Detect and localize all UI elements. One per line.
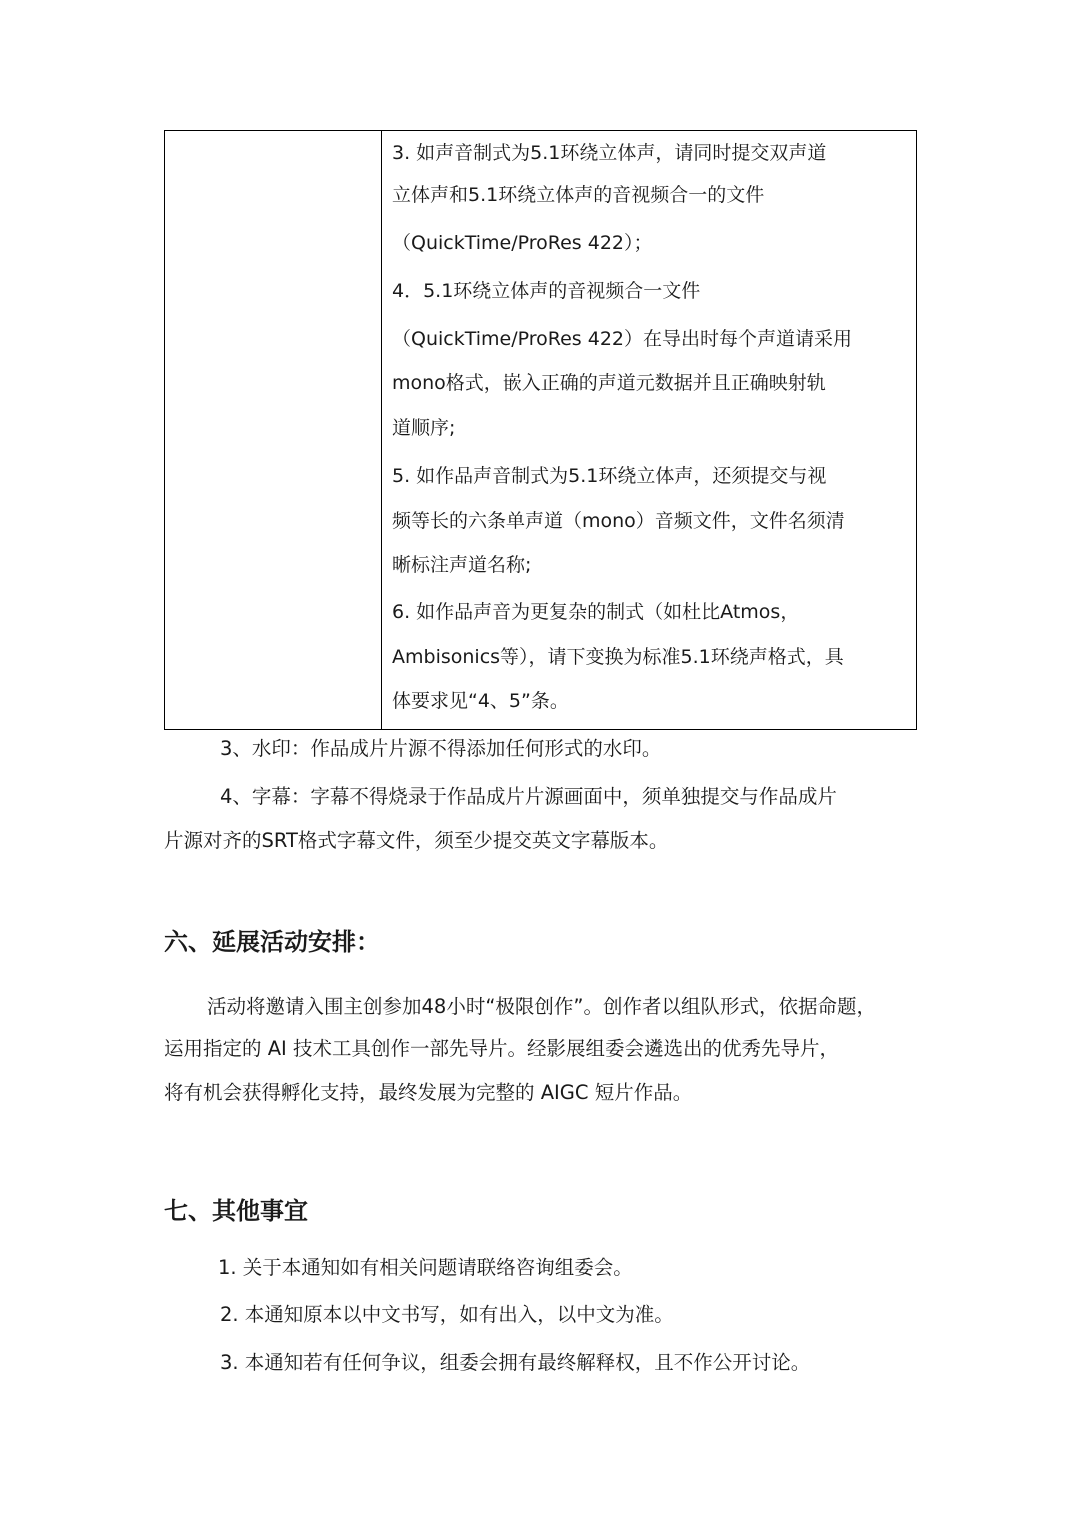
section-7-heading: 七、其他事宜 bbox=[164, 1197, 308, 1225]
section-7-item: 3. 本通知若有任何争议，组委会拥有最终解释权，且不作公开讨论。 bbox=[220, 1351, 811, 1374]
section-6-heading: 六、延展活动安排： bbox=[164, 928, 380, 956]
table-line: 5. 如作品声音制式为5.1环绕立体声，还须提交与视 bbox=[392, 465, 827, 487]
table-left-cell bbox=[165, 131, 382, 729]
table-line: 晰标注声道名称; bbox=[392, 554, 532, 576]
table-line: （QuickTime/ProRes 422）； bbox=[392, 232, 653, 254]
table-right-cell bbox=[382, 131, 916, 729]
table-line: 道顺序; bbox=[392, 417, 456, 439]
requirements-table bbox=[164, 130, 917, 730]
section-7-item: 2. 本通知原本以中文书写，如有出入，以中文为准。 bbox=[220, 1303, 674, 1326]
section-6-line: 活动将邀请入围主创参加48小时“极限创作”。创作者以组队形式，依据命题， bbox=[207, 995, 877, 1018]
table-line: 6. 如作品声音为更复杂的制式（如杜比Atmos， bbox=[392, 601, 800, 623]
table-line: 频等长的六条单声道（mono）音频文件，文件名须清 bbox=[392, 510, 845, 532]
table-line: 立体声和5.1环绕立体声的音视频合一的文件 bbox=[392, 184, 765, 206]
section-6-line: 将有机会获得孵化支持，最终发展为完整的 AIGC 短片作品。 bbox=[164, 1081, 693, 1104]
watermark-paragraph: 3、水印：作品成片片源不得添加任何形式的水印。 bbox=[220, 737, 662, 760]
table-line: Ambisonics等），请下变换为标准5.1环绕声格式，具 bbox=[392, 646, 844, 668]
table-line: mono格式，嵌入正确的声道元数据并且正确映射轨 bbox=[392, 372, 826, 394]
section-7-item: 1. 关于本通知如有相关问题请联络咨询组委会。 bbox=[218, 1256, 633, 1279]
section-6-line: 运用指定的 AI 技术工具创作一部先导片。经影展组委会遴选出的优秀先导片， bbox=[164, 1037, 839, 1060]
table-line: 体要求见“4、5”条。 bbox=[392, 690, 569, 712]
subtitle-paragraph-line: 4、字幕：字幕不得烧录于作品成片片源画面中，须单独提交与作品成片 bbox=[220, 785, 837, 808]
subtitle-paragraph-line: 片源对齐的SRT格式字幕文件，须至少提交英文字幕版本。 bbox=[164, 829, 669, 852]
table-line: 4．5.1环绕立体声的音视频合一文件 bbox=[392, 280, 701, 302]
table-line: 3. 如声音制式为5.1环绕立体声，请同时提交双声道 bbox=[392, 142, 827, 164]
table-line: （QuickTime/ProRes 422）在导出时每个声道请采用 bbox=[392, 328, 853, 350]
